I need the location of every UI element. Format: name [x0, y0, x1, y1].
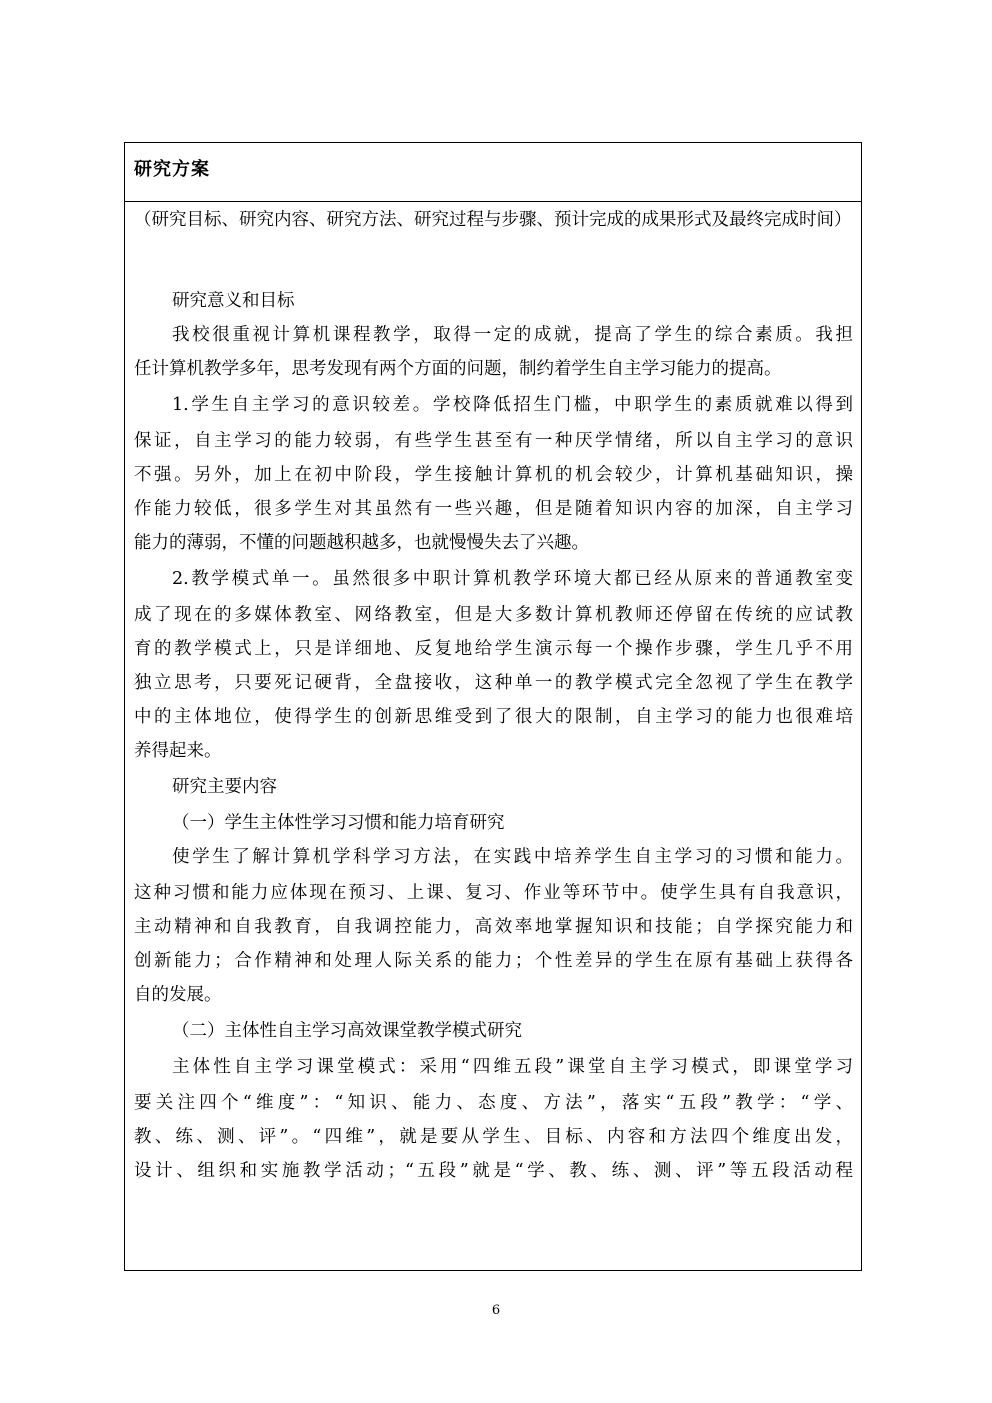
paragraph-line: 主动精神和自我教育，自我调控能力，高效率地掌握知识和技能；自学探究能力和 — [134, 917, 853, 937]
paragraph-line: 养得起来。 — [134, 741, 222, 761]
paragraph-line: 独立思考，只要死记硬背，全盘接收，这种单一的教学模式完全忽视了学生在教学 — [134, 673, 853, 693]
subheading-teaching-model: （二）主体性自主学习高效课堂教学模式研究 — [172, 1021, 522, 1041]
paragraph-line: 任计算机教学多年，思考发现有两个方面的问题，制约着学生自主学习能力的提高。 — [134, 359, 782, 379]
paragraph-line: 主体性自主学习课堂模式：采用“四维五段”课堂自主学习模式，即课堂学习 — [172, 1057, 853, 1077]
table-header-row — [125, 143, 861, 202]
paragraph-line: 自的发展。 — [134, 985, 222, 1005]
heading-main-content: 研究主要内容 — [172, 777, 277, 797]
paragraph-line: 育的教学模式上，只是详细地、反复地给学生演示每一个操作步骤，学生几乎不用 — [134, 639, 853, 659]
section-subtitle: （研究目标、研究内容、研究方法、研究过程与步骤、预计完成的成果形式及最终完成时间） — [134, 210, 852, 230]
paragraph-line: 保证，自主学习的能力较弱，有些学生甚至有一种厌学情绪，所以自主学习的意识 — [134, 431, 853, 451]
heading-significance: 研究意义和目标 — [172, 291, 295, 311]
page-number: 6 — [491, 1303, 501, 1318]
subheading-habit-ability: （一）学生主体性学习习惯和能力培育研究 — [172, 813, 505, 833]
paragraph-line: 要关注四个“维度”：“知识、能力、态度、方法”，落实“五段”教学：“学、 — [134, 1093, 853, 1113]
table-content-cell — [134, 202, 853, 1270]
paragraph-line: 能力的薄弱，不懂的问题越积越多，也就慢慢失去了兴趣。 — [134, 533, 589, 553]
paragraph-line: 2.教学模式单一。虽然很多中职计算机教学环境大都已经从原来的普通教室变 — [172, 569, 853, 589]
paragraph-line: 设计、组织和实施教学活动；“五段”就是“学、教、练、测、评”等五段活动程 — [134, 1161, 853, 1181]
paragraph-line: 我校很重视计算机课程教学，取得一定的成就，提高了学生的综合素质。我担 — [172, 325, 853, 345]
paragraph-line: 成了现在的多媒体教室、网络教室，但是大多数计算机教师还停留在传统的应试教 — [134, 605, 853, 625]
paragraph-line: 教、练、测、评”。“四维”，就是要从学生、目标、内容和方法四个维度出发， — [134, 1127, 853, 1147]
paragraph-line: 这种习惯和能力应体现在预习、上课、复习、作业等环节中。使学生具有自我意识， — [134, 883, 853, 903]
research-plan-table — [124, 142, 862, 1271]
paragraph-line: 使学生了解计算机学科学习方法，在实践中培养学生自主学习的习惯和能力。 — [172, 847, 853, 867]
paragraph-line: 创新能力；合作精神和处理人际关系的能力；个性差异的学生在原有基础上获得各 — [134, 951, 853, 971]
paragraph-line: 不强。另外，加上在初中阶段，学生接触计算机的机会较少，计算机基础知识，操 — [134, 465, 853, 485]
section-title: 研究方案 — [134, 159, 210, 180]
paragraph-line: 作能力较低，很多学生对其虽然有一些兴趣，但是随着知识内容的加深，自主学习 — [134, 499, 853, 519]
paragraph-line: 1.学生自主学习的意识较差。学校降低招生门槛，中职学生的素质就难以得到 — [172, 395, 853, 415]
paragraph-line: 中的主体地位，使得学生的创新思维受到了很大的限制，自主学习的能力也很难培 — [134, 707, 853, 727]
